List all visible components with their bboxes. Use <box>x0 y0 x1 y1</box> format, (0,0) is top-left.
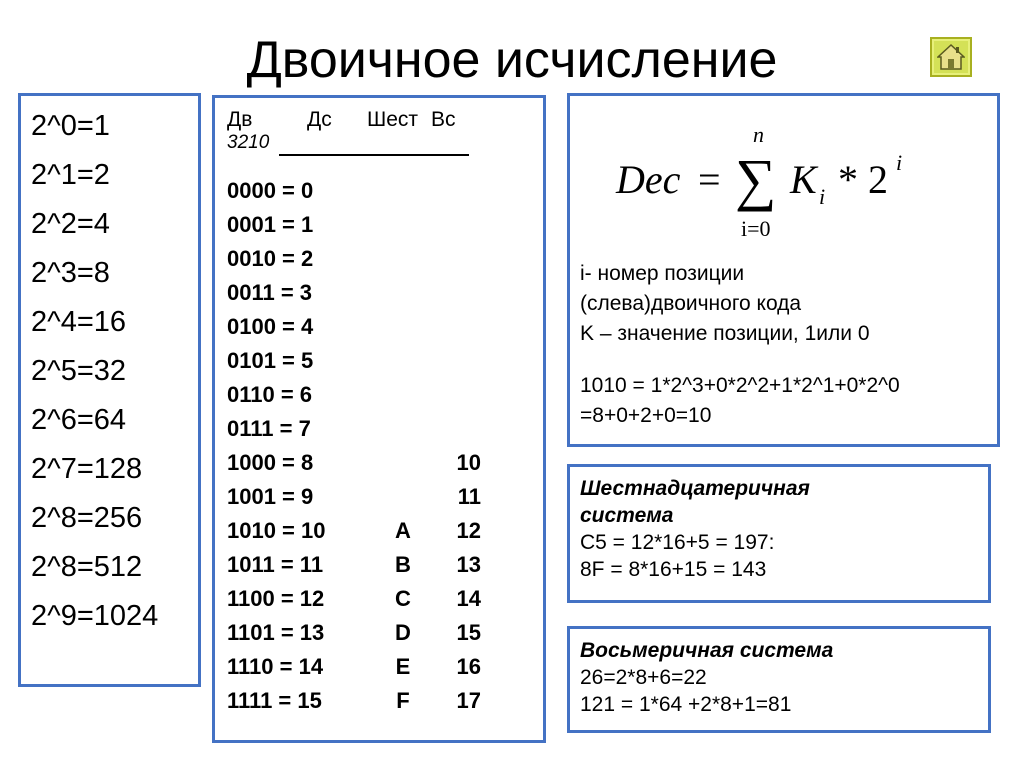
hex-example-2: 8F = 8*16+15 = 143 <box>580 558 767 581</box>
binary-cell: 0100 = 4 <box>227 314 314 339</box>
octal-cell: 11 <box>457 484 481 509</box>
octal-cell: 13 <box>456 552 481 577</box>
table-row <box>227 620 543 654</box>
binary-cell: 0000 = 0 <box>227 178 314 203</box>
formula-times-two: * 2 <box>838 157 888 202</box>
hex-example-1: C5 = 12*16+5 = 197: <box>580 531 775 554</box>
header-octal: Вс <box>431 108 456 131</box>
table-row <box>227 280 543 314</box>
power-item: 2^8=512 <box>31 551 143 583</box>
power-item: 2^2=4 <box>31 208 110 240</box>
power-item: 2^1=2 <box>31 159 110 191</box>
table-row <box>227 586 543 620</box>
power-item: 2^5=32 <box>31 355 127 387</box>
header-rule <box>279 154 469 156</box>
table-row <box>227 212 543 246</box>
binary-cell: 1010 = 10 <box>227 518 326 543</box>
octal-cell: 12 <box>456 518 481 543</box>
binary-cell: 0010 = 2 <box>227 246 314 271</box>
desc-line-2: (слева)двоичного кода <box>580 292 802 315</box>
formula-panel <box>567 93 1000 447</box>
hex-cell: A <box>395 518 411 543</box>
oct-heading: Восьмеричная система <box>580 639 834 662</box>
octal-cell: 14 <box>456 586 481 611</box>
table-row <box>227 518 543 552</box>
table-row <box>227 246 543 280</box>
desc-line-3: K – значение позиции, 1или 0 <box>580 322 870 345</box>
desc-spacer <box>580 349 900 371</box>
binary-cell: 1001 = 9 <box>227 484 314 509</box>
formula-k-subscript: i <box>819 184 826 209</box>
binary-cell: 1111 = 15 <box>227 688 322 713</box>
octal-system-panel <box>567 626 991 733</box>
octal-cell: 17 <box>456 688 481 713</box>
hex-cell: B <box>395 552 411 577</box>
powers-of-two-panel <box>18 93 201 687</box>
power-item: 2^8=256 <box>31 502 143 534</box>
binary-cell: 1100 = 12 <box>227 586 325 611</box>
hex-cell: F <box>396 688 410 713</box>
oct-example-1: 26=2*8+6=22 <box>580 666 707 689</box>
table-row <box>227 654 543 688</box>
hex-cell: D <box>395 620 411 645</box>
bit-positions-label: 3210 <box>227 132 270 153</box>
table-row <box>227 314 543 348</box>
hex-cell: E <box>395 654 411 679</box>
hex-heading-1: Шестнадцатеричная <box>580 477 810 500</box>
hex-system-panel <box>567 464 991 603</box>
octal-cell: 15 <box>456 620 481 645</box>
table-row <box>227 348 543 382</box>
table-rows <box>227 178 543 722</box>
formula-description <box>580 259 900 431</box>
binary-cell: 1011 = 11 <box>227 552 324 577</box>
hex-heading-2: система <box>580 504 674 527</box>
header-binary: Дв <box>227 108 253 131</box>
hex-cell: C <box>395 586 411 611</box>
binary-cell: 0101 = 5 <box>227 348 314 373</box>
page-title: Двоичное исчисление <box>246 31 778 89</box>
formula-lower-limit: i=0 <box>741 216 771 241</box>
home-icon <box>937 43 965 71</box>
table-row <box>227 484 543 518</box>
binary-cell: 0011 = 3 <box>227 280 313 305</box>
table-column-headers <box>227 108 543 132</box>
formula-lhs: Dec <box>616 157 681 202</box>
power-item: 2^9=1024 <box>31 600 159 632</box>
binary-table-panel <box>212 95 546 743</box>
table-row <box>227 178 543 212</box>
formula-sigma: ∑ <box>735 147 777 212</box>
formula-equals: = <box>698 157 721 202</box>
binary-cell: 1000 = 8 <box>227 450 314 475</box>
octal-cell: 16 <box>456 654 481 679</box>
power-item: 2^7=128 <box>31 453 143 485</box>
table-row <box>227 688 543 722</box>
desc-example-2: =8+0+2+0=10 <box>580 404 712 427</box>
formula-upper-limit: n <box>753 122 764 147</box>
power-item: 2^0=1 <box>31 110 110 142</box>
home-button[interactable] <box>930 37 972 77</box>
binary-cell: 0110 = 6 <box>227 382 313 407</box>
oct-example-2: 121 = 1*64 +2*8+1=81 <box>580 693 792 716</box>
bit-positions <box>227 132 543 156</box>
desc-example-1: 1010 = 1*2^3+0*2^2+1*2^1+0*2^0 <box>580 374 900 397</box>
table-row <box>227 416 543 450</box>
formula-k: K <box>790 157 817 202</box>
binary-cell: 0001 = 1 <box>227 212 314 237</box>
power-item: 2^4=16 <box>31 306 127 338</box>
header-decimal: Дс <box>307 108 332 131</box>
power-item: 2^6=64 <box>31 404 127 436</box>
powers-list <box>31 102 198 641</box>
octal-cell: 10 <box>456 450 481 475</box>
table-row <box>227 382 543 416</box>
power-item: 2^3=8 <box>31 257 110 289</box>
table-row <box>227 552 543 586</box>
desc-line-1: i- номер позиции <box>580 262 745 285</box>
binary-cell: 1110 = 14 <box>227 654 324 679</box>
header-hex: Шест <box>367 108 419 131</box>
table-row <box>227 450 543 484</box>
formula-exponent: i <box>896 150 903 175</box>
dec-formula <box>610 114 910 241</box>
binary-cell: 1101 = 13 <box>227 620 325 645</box>
binary-cell: 0111 = 7 <box>227 416 311 441</box>
